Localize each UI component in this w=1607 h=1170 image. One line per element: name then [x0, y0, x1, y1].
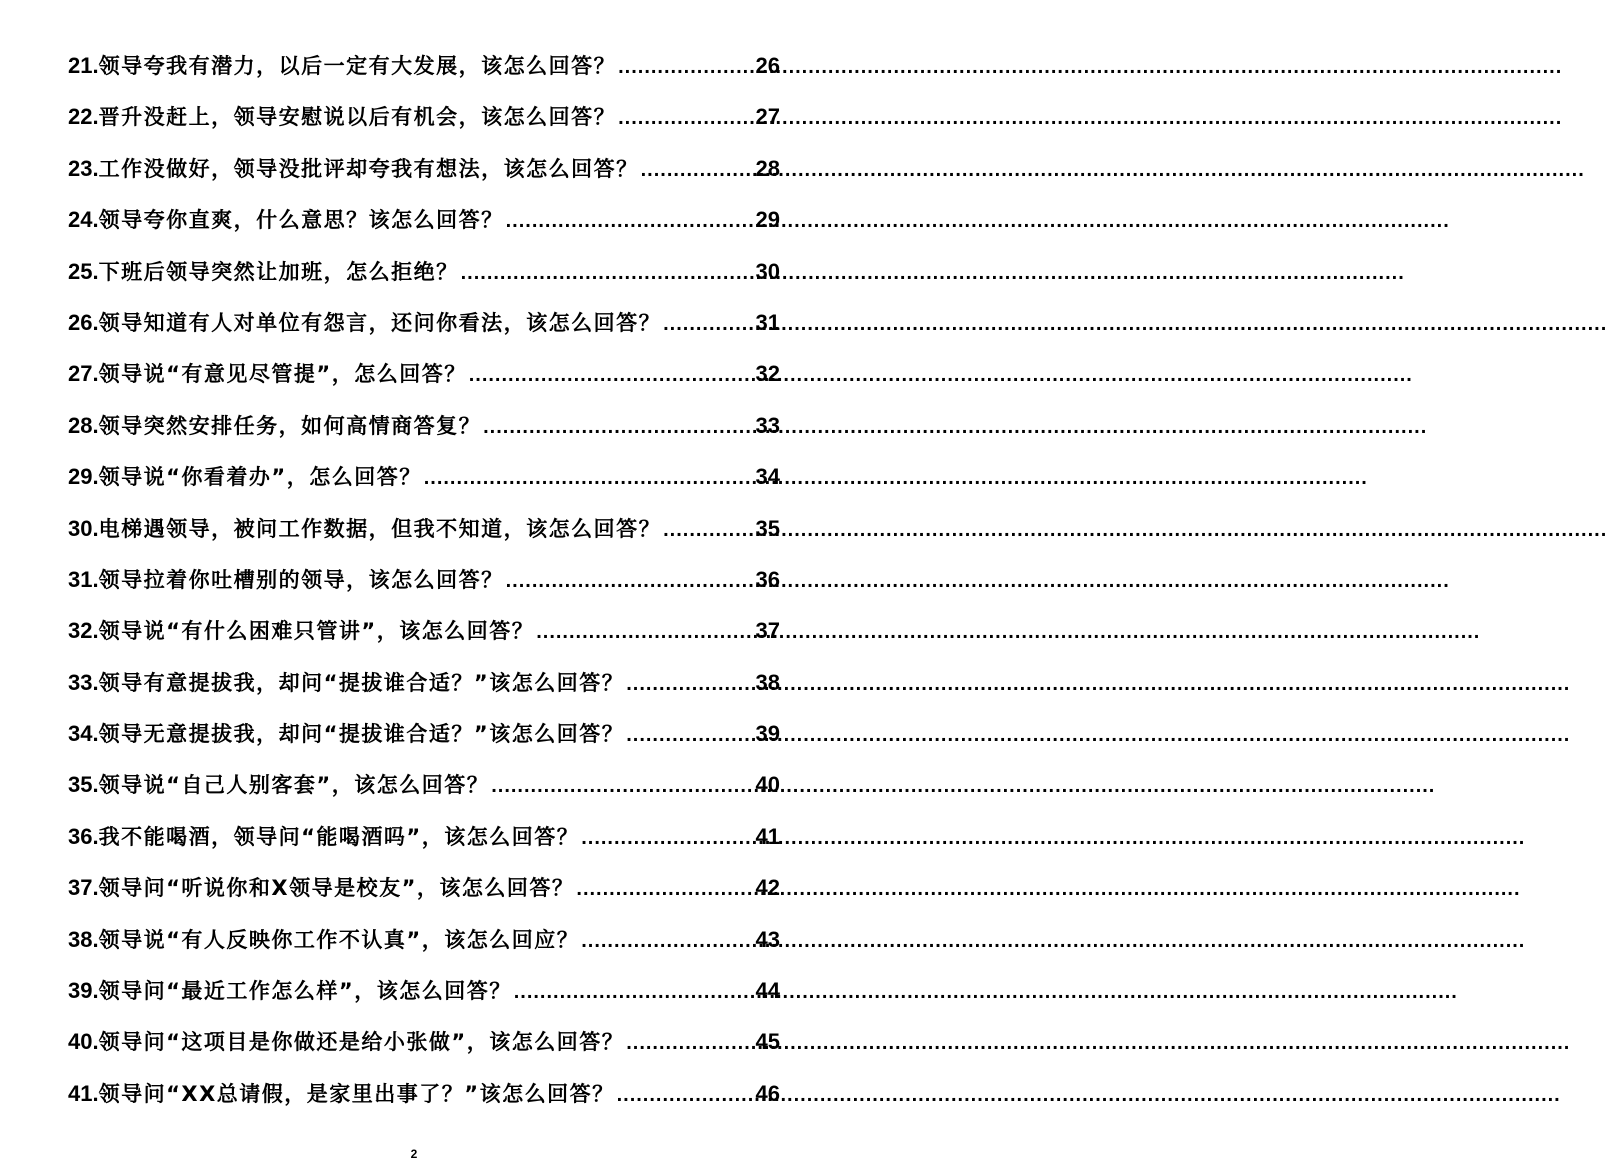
toc-entry-title: 领导无意提拔我，却问“提拔谁合适？”该怎么回答？: [98, 722, 625, 747]
toc-entry-page: 40: [755, 772, 780, 798]
toc-entry-title: 工作没做好，领导没批评却夸我有想法，该怎么回答？: [98, 156, 639, 181]
toc-entry-30[interactable]: [68, 503, 780, 554]
toc-entry-41[interactable]: [68, 1068, 780, 1119]
table-of-contents: [68, 40, 780, 1119]
toc-entry-39[interactable]: [68, 965, 780, 1016]
dot-leader: [617, 1070, 754, 1121]
toc-entry-page: 44: [755, 978, 780, 1004]
toc-entry-page: 34: [755, 464, 780, 490]
dot-leader: [483, 402, 753, 453]
toc-entry-number: 38.: [68, 926, 99, 952]
toc-entry-page: 42: [755, 875, 780, 901]
toc-entry-number: 37.: [68, 875, 99, 901]
toc-entry-page: 43: [755, 926, 780, 952]
toc-entry-number: 25.: [68, 258, 99, 284]
toc-entry-title: 领导夸我有潜力，以后一定有大发展，该怎么回答？: [98, 54, 617, 78]
toc-entry-page: 32: [755, 361, 780, 387]
toc-entry-26[interactable]: [68, 297, 780, 348]
toc-entry-title: 领导突然安排任务，如何高情商答复？: [98, 413, 482, 438]
dot-leader: [663, 299, 753, 350]
toc-entry-page: 46: [755, 1080, 780, 1106]
toc-entry-title: 领导拉着你吐槽别的领导，该怎么回答？: [98, 567, 504, 592]
dot-leader: [581, 916, 753, 967]
toc-entry-number: 35.: [68, 772, 99, 798]
toc-entry-title: 领导问“XX总请假，是家里出事了？”该怎么回答？: [98, 1081, 615, 1106]
toc-entry-page: 30: [755, 258, 780, 284]
toc-entry-number: 40.: [68, 1029, 99, 1055]
toc-entry-page: 45: [755, 1029, 780, 1055]
toc-entry-number: 31.: [68, 566, 99, 592]
toc-entry-35[interactable]: [68, 759, 780, 810]
dot-leader: [514, 967, 754, 1018]
toc-entry-title: 领导说“有人反映你工作不认真”，该怎么回应？: [98, 927, 580, 952]
dot-leader: [618, 42, 753, 93]
toc-entry-24[interactable]: [68, 194, 780, 245]
dot-leader: [626, 659, 753, 710]
dot-leader: [663, 505, 753, 556]
toc-entry-23[interactable]: [68, 143, 780, 194]
toc-entry-page: 41: [755, 823, 780, 849]
toc-entry-page: 27: [755, 104, 780, 130]
toc-entry-27[interactable]: [68, 348, 780, 399]
toc-entry-title: 领导夸你直爽，什么意思？该怎么回答？: [98, 208, 504, 233]
toc-entry-21[interactable]: [68, 40, 780, 91]
toc-entry-number: 32.: [68, 618, 99, 644]
toc-entry-34[interactable]: [68, 708, 780, 759]
dot-leader: [491, 761, 753, 812]
dot-leader: [506, 196, 754, 247]
toc-entry-title: 领导问“这项目是你做还是给小张做”，该怎么回答？: [98, 1030, 625, 1055]
toc-entry-38[interactable]: [68, 914, 780, 965]
footer-page-number: 2: [410, 1147, 418, 1161]
toc-entry-title: 领导知道有人对单位有怨言，还问你看法，该怎么回答？: [98, 310, 662, 335]
dot-leader: [641, 145, 754, 196]
toc-entry-number: 27.: [68, 361, 99, 387]
toc-entry-title: 领导问“最近工作怎么样”，该怎么回答？: [98, 979, 512, 1004]
toc-entry-page: 36: [755, 566, 780, 592]
toc-entry-title: 晋升没赶上，领导安慰说以后有机会，该怎么回答？: [98, 105, 617, 130]
toc-entry-32[interactable]: [68, 605, 780, 656]
toc-entry-number: 24.: [68, 207, 99, 233]
toc-entry-number: 26.: [68, 309, 99, 335]
toc-entry-number: 29.: [68, 464, 99, 490]
dot-leader: [469, 350, 754, 401]
toc-entry-number: 23.: [68, 155, 99, 181]
toc-entry-page: 38: [755, 669, 780, 695]
toc-entry-title: 电梯遇领导，被问工作数据，但我不知道，该怎么回答？: [98, 516, 662, 541]
dot-leader: [576, 864, 753, 915]
dot-leader: [536, 607, 753, 658]
toc-entry-number: 36.: [68, 823, 99, 849]
toc-entry-37[interactable]: [68, 862, 780, 913]
dot-leader: [461, 248, 754, 299]
toc-entry-33[interactable]: [68, 657, 780, 708]
dot-leader: [581, 813, 753, 864]
toc-entry-page: 29: [755, 207, 780, 233]
dot-leader: [424, 453, 754, 504]
toc-entry-31[interactable]: [68, 554, 780, 605]
toc-entry-22[interactable]: [68, 91, 780, 142]
toc-entry-number: 22.: [68, 104, 99, 130]
toc-entry-title: 领导说“你看着办”，怎么回答？: [98, 465, 422, 490]
toc-entry-25[interactable]: [68, 246, 780, 297]
toc-entry-number: 33.: [68, 669, 99, 695]
toc-entry-title: 领导问“听说你和X领导是校友”，该怎么回答？: [98, 876, 575, 901]
toc-entry-page: 26: [755, 53, 780, 78]
toc-entry-page: 37: [755, 618, 780, 644]
toc-entry-page: 31: [755, 309, 780, 335]
toc-entry-page: 39: [755, 721, 780, 747]
toc-entry-title: 下班后领导突然让加班，怎么拒绝？: [98, 259, 459, 284]
dot-leader: [618, 93, 753, 144]
toc-entry-number: 28.: [68, 412, 99, 438]
toc-entry-number: 21.: [68, 53, 99, 78]
dot-leader: [626, 710, 753, 761]
toc-entry-page: 35: [755, 515, 780, 541]
toc-entry-29[interactable]: [68, 451, 780, 502]
toc-entry-number: 39.: [68, 978, 99, 1004]
toc-entry-number: 30.: [68, 515, 99, 541]
toc-entry-title: 领导有意提拔我，却问“提拔谁合适？”该怎么回答？: [98, 670, 625, 695]
toc-entry-title: 领导说“自己人别客套”，该怎么回答？: [98, 773, 490, 798]
toc-entry-title: 我不能喝酒，领导问“能喝酒吗”，该怎么回答？: [98, 824, 580, 849]
dot-leader: [626, 1018, 753, 1069]
toc-entry-title: 领导说“有意见尽管提”，怎么回答？: [98, 362, 467, 387]
toc-entry-40[interactable]: [68, 1016, 780, 1067]
toc-entry-36[interactable]: [68, 811, 780, 862]
toc-entry-title: 领导说“有什么困难只管讲”，该怎么回答？: [98, 619, 535, 644]
toc-entry-28[interactable]: [68, 400, 780, 451]
toc-entry-number: 34.: [68, 721, 99, 747]
dot-leader: [506, 556, 754, 607]
toc-entry-page: 28: [755, 155, 780, 181]
toc-entry-number: 41.: [68, 1080, 99, 1106]
toc-entry-page: 33: [755, 412, 780, 438]
